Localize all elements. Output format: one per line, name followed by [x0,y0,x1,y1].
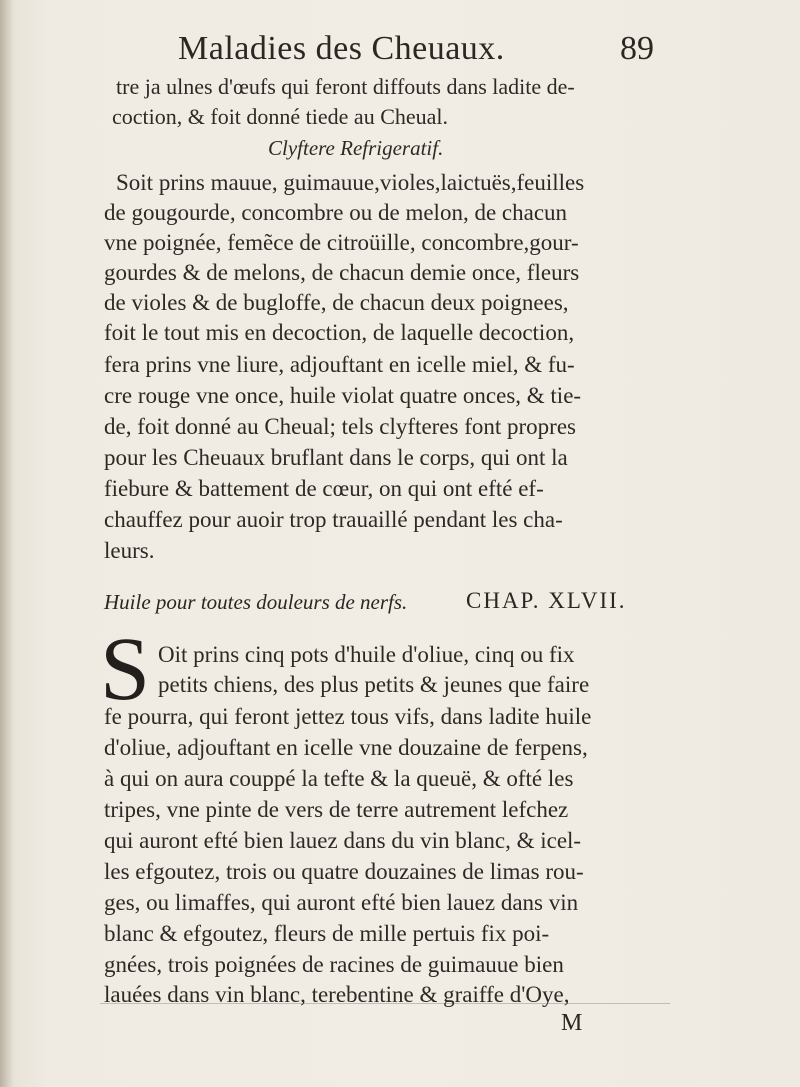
text-line: foit le tout mis en decoction, de laquelle decoction, [104,320,575,345]
catchword: M [561,1010,583,1036]
text-line: petits chiens, des plus petits & jeunes que faire [158,672,590,697]
chapter-title: Huile pour toutes douleurs de nerfs. [104,590,408,614]
text-line: Oit prins cinq pots d'huile d'oliue, cinq ou fix [158,642,575,667]
text-line: gourdes & de melons, de chacun demie once, fleurs [104,260,580,285]
chapter-label: CHAP. XLVII. [466,588,627,613]
text-line: cre rouge vne once, huile violat quatre onces, & tie- [104,383,582,408]
text-line: de violes & de bugloffe, de chacun deux poignees, [104,290,569,315]
page-gutter [0,0,14,1087]
bottom-rule [100,1003,670,1004]
text-line: tre ja ulnes d'œufs qui feront diffouts dans ladite de- [116,74,575,99]
text-line: ges, ou limaffes, qui auront efté bien lauez dans vin [104,890,579,915]
text-line: tripes, vne pinte de vers de terre autrement lefchez [104,797,569,822]
drop-capital: S [100,620,151,719]
text-line: lauées dans vin blanc, terebentine & graiffe d'Oye, [104,982,570,1007]
text-line: chauffez pour auoir trop trauaillé pendant les cha- [104,507,563,532]
text-line: fiebure & battement de cœur, on qui ont efté ef- [104,476,544,501]
text-line: qui auront efté bien lauez dans du vin blanc, & icel- [104,828,582,853]
text-line: leurs. [104,538,155,563]
text-line: d'oliue, adjouftant en icelle vne douzaine de ferpens, [104,735,588,760]
text-line: de gougourde, concombre ou de melon, de chacun [104,200,568,225]
page-number: 89 [620,30,654,67]
text-line: Soit prins mauue, guimauue,violes,laictuës,feuilles [116,170,585,195]
text-line: vne poignée, femẽce de citroüille, concombre,gour- [104,230,579,255]
text-line: gnées, trois poignées de racines de guimauue bien [104,952,564,977]
text-line: les efgoutez, trois ou quatre douzaines de limas rou- [104,859,584,884]
text-line: pour les Cheuaux bruflant dans le corps, qui ont la [104,445,568,470]
text-line: fera prins vne liure, adjouftant en icelle miel, & fu- [104,352,575,377]
section-title: Clyftere Refrigeratif. [268,136,444,160]
text-line: blanc & efgoutez, fleurs de mille pertuis fix poi- [104,921,550,946]
text-line: de, foit donné au Cheual; tels clyfteres font propres [104,414,576,439]
text-line: à qui on aura couppé la tefte & la queuë, & ofté les [104,766,574,791]
text-line: fe pourra, qui feront jettez tous vifs, dans ladite huile [104,704,592,729]
text-line: coction, & foit donné tiede au Cheual. [112,104,449,129]
running-title: Maladies des Cheuaux. [178,30,505,67]
